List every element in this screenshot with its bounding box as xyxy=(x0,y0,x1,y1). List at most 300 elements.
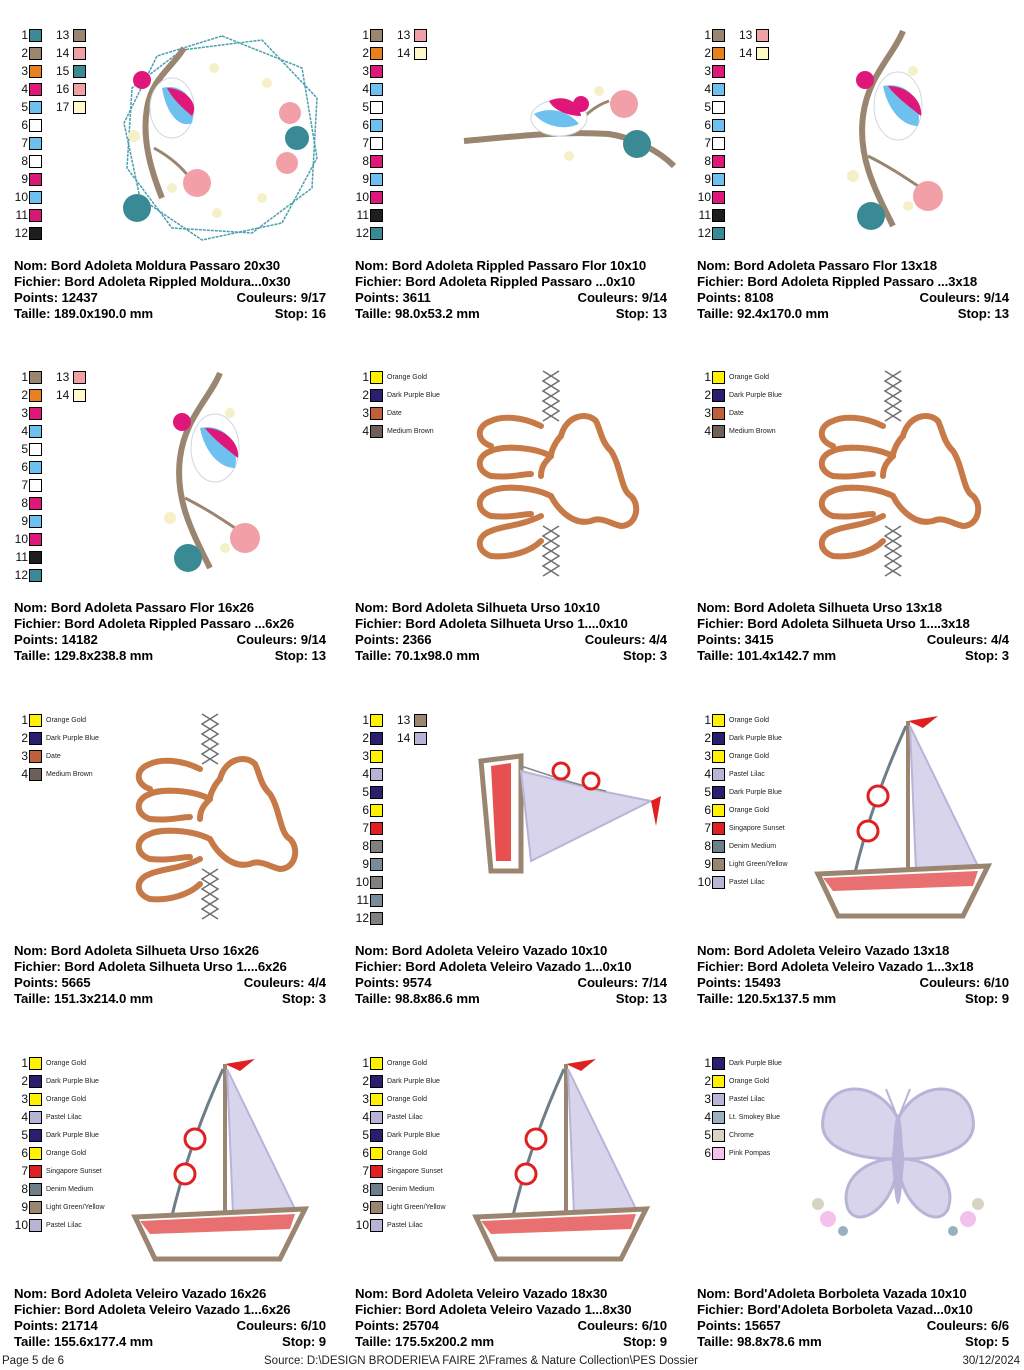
design-card xyxy=(0,342,342,684)
color-swatch xyxy=(370,47,383,60)
color-index: 13 xyxy=(397,28,411,42)
color-legend-item xyxy=(695,26,725,44)
color-swatch xyxy=(712,804,725,817)
color-index: 6 xyxy=(362,1146,369,1160)
design-info xyxy=(697,258,1009,322)
color-swatch xyxy=(414,714,427,727)
color-swatch xyxy=(29,569,42,582)
design-points: Points: 12437 xyxy=(14,290,98,305)
design-points: Points: 21714 xyxy=(14,1318,98,1333)
design-colors: Couleurs: 6/10 xyxy=(919,975,1009,990)
color-index: 5 xyxy=(704,785,711,799)
color-swatch xyxy=(712,407,725,420)
color-swatch xyxy=(370,876,383,889)
color-index: 2 xyxy=(21,46,28,60)
color-swatch xyxy=(370,1111,383,1124)
color-index: 2 xyxy=(21,388,28,402)
color-swatch xyxy=(29,65,42,78)
design-info xyxy=(355,1286,667,1350)
design-stops: Stop: 16 xyxy=(274,306,326,321)
color-legend-item xyxy=(353,62,383,80)
design-name: Nom: Bord Adoleta Veleiro Vazado 18x30 xyxy=(355,1286,608,1301)
color-index: 2 xyxy=(704,731,711,745)
color-legend-item xyxy=(12,1162,105,1180)
color-legend-item xyxy=(353,116,383,134)
design-card xyxy=(683,1028,1024,1370)
color-legend-item xyxy=(353,819,383,837)
color-index: 12 xyxy=(355,911,369,925)
design-info xyxy=(14,258,326,322)
design-size: Taille: 98.8x78.6 mm xyxy=(697,1334,822,1349)
design-file: Fichier: Bord'Adoleta Borboleta Vazad...0x10 xyxy=(697,1302,973,1317)
color-index: 12 xyxy=(14,226,28,240)
color-index: 2 xyxy=(362,388,369,402)
color-legend-item xyxy=(12,170,42,188)
color-legend-item xyxy=(695,44,725,62)
color-legend-column-2 xyxy=(56,368,86,404)
thread-name: Pastel Lilac xyxy=(46,1113,82,1121)
color-index: 6 xyxy=(21,118,28,132)
color-index: 4 xyxy=(362,767,369,781)
color-swatch xyxy=(712,768,725,781)
thread-name: Orange Gold xyxy=(729,373,770,381)
color-swatch xyxy=(73,389,86,402)
thread-name: Chrome xyxy=(729,1131,754,1139)
color-swatch xyxy=(712,1147,725,1160)
color-index: 10 xyxy=(697,190,711,204)
color-index: 1 xyxy=(704,713,711,727)
color-legend-column-2 xyxy=(397,711,427,747)
color-legend xyxy=(695,368,782,440)
color-legend-item xyxy=(12,1198,105,1216)
color-index: 16 xyxy=(56,82,70,96)
color-swatch xyxy=(29,425,42,438)
thread-name: Singapore Sunset xyxy=(729,824,785,832)
color-index: 11 xyxy=(356,208,369,222)
color-legend-item xyxy=(12,1126,105,1144)
color-legend xyxy=(12,1054,105,1234)
color-legend-item xyxy=(695,386,782,404)
color-index: 8 xyxy=(704,154,711,168)
color-swatch xyxy=(370,83,383,96)
color-legend-item xyxy=(695,224,725,242)
color-legend-item xyxy=(12,386,42,404)
design-file: Fichier: Bord Adoleta Veleiro Vazado 1...6x26 xyxy=(14,1302,291,1317)
design-size: Taille: 92.4x170.0 mm xyxy=(697,306,829,321)
color-legend-item xyxy=(12,134,42,152)
color-swatch xyxy=(712,155,725,168)
color-legend-item xyxy=(12,1180,105,1198)
color-legend-item xyxy=(695,1072,782,1090)
color-swatch xyxy=(370,173,383,186)
color-index: 9 xyxy=(362,1200,369,1214)
color-swatch xyxy=(29,119,42,132)
color-legend-item xyxy=(353,1180,446,1198)
color-index: 10 xyxy=(697,875,711,889)
thread-name: Dark Purple Blue xyxy=(729,391,782,399)
color-index: 3 xyxy=(21,1092,28,1106)
color-index: 4 xyxy=(21,424,28,438)
design-name: Nom: Bord Adoleta Silhueta Urso 16x26 xyxy=(14,943,259,958)
design-colors: Couleurs: 9/14 xyxy=(577,290,667,305)
color-swatch xyxy=(29,137,42,150)
color-index: 1 xyxy=(704,28,711,42)
color-legend-item xyxy=(353,1198,446,1216)
color-index: 2 xyxy=(704,388,711,402)
color-legend xyxy=(12,711,99,783)
color-legend-item xyxy=(695,80,725,98)
color-index: 14 xyxy=(397,46,411,60)
thread-name: Date xyxy=(729,409,744,417)
color-index: 10 xyxy=(14,532,28,546)
design-name: Nom: Bord Adoleta Passaro Flor 13x18 xyxy=(697,258,937,273)
thread-name: Dark Purple Blue xyxy=(729,788,782,796)
color-swatch xyxy=(29,389,42,402)
color-swatch xyxy=(712,732,725,745)
color-legend-item xyxy=(353,98,383,116)
color-swatch xyxy=(370,29,383,42)
color-swatch xyxy=(73,371,86,384)
color-legend-item xyxy=(353,1054,446,1072)
thread-name: Dark Purple Blue xyxy=(46,1077,99,1085)
thread-name: Orange Gold xyxy=(46,1059,87,1067)
design-stops: Stop: 3 xyxy=(623,648,667,663)
color-index: 8 xyxy=(21,154,28,168)
color-legend-item xyxy=(12,98,42,116)
color-legend xyxy=(695,711,788,891)
color-index: 3 xyxy=(362,406,369,420)
color-index: 5 xyxy=(21,442,28,456)
color-index: 9 xyxy=(362,857,369,871)
design-stops: Stop: 9 xyxy=(965,991,1009,1006)
color-legend-item xyxy=(353,26,383,44)
color-swatch xyxy=(29,47,42,60)
color-swatch xyxy=(29,407,42,420)
color-index: 1 xyxy=(362,1056,369,1070)
color-legend-item xyxy=(739,26,769,44)
color-index: 6 xyxy=(362,803,369,817)
color-index: 8 xyxy=(21,496,28,510)
color-index: 6 xyxy=(362,118,369,132)
bird-branch-vertical-embroidery-image xyxy=(833,26,963,251)
color-index: 7 xyxy=(21,136,28,150)
color-swatch xyxy=(370,191,383,204)
color-index: 3 xyxy=(704,64,711,78)
color-swatch xyxy=(370,1075,383,1088)
design-card xyxy=(341,685,683,1027)
design-points: Points: 3611 xyxy=(355,290,431,305)
color-index: 4 xyxy=(21,82,28,96)
color-index: 9 xyxy=(21,1200,28,1214)
thread-name: Orange Gold xyxy=(387,1059,428,1067)
color-swatch xyxy=(712,714,725,727)
color-legend-column-2 xyxy=(397,26,427,62)
color-swatch xyxy=(756,29,769,42)
color-swatch xyxy=(370,750,383,763)
color-swatch xyxy=(29,173,42,186)
thread-name: Pastel Lilac xyxy=(387,1221,423,1229)
color-swatch xyxy=(712,1093,725,1106)
design-card xyxy=(683,0,1024,342)
color-legend-item xyxy=(353,1162,446,1180)
design-file: Fichier: Bord Adoleta Silhueta Urso 1....6x26 xyxy=(14,959,287,974)
color-swatch xyxy=(712,119,725,132)
color-legend-item xyxy=(353,170,383,188)
thread-name: Date xyxy=(387,409,402,417)
color-index: 1 xyxy=(704,1056,711,1070)
thread-name: Dark Purple Blue xyxy=(387,1131,440,1139)
color-index: 12 xyxy=(697,226,711,240)
color-index: 11 xyxy=(698,208,711,222)
color-legend-item xyxy=(695,422,782,440)
design-stops: Stop: 13 xyxy=(615,991,667,1006)
color-legend-item xyxy=(353,224,383,242)
design-size: Taille: 155.6x177.4 mm xyxy=(14,1334,154,1349)
color-swatch xyxy=(73,47,86,60)
color-legend xyxy=(695,26,753,242)
design-stops: Stop: 5 xyxy=(965,1334,1009,1349)
color-index: 2 xyxy=(704,1074,711,1088)
color-swatch xyxy=(370,371,383,384)
design-colors: Couleurs: 6/6 xyxy=(926,1318,1009,1333)
color-index: 12 xyxy=(355,226,369,240)
design-card xyxy=(341,1028,683,1370)
color-swatch xyxy=(712,1057,725,1070)
color-legend-item xyxy=(353,368,440,386)
color-legend-item xyxy=(56,62,86,80)
color-swatch xyxy=(712,1111,725,1124)
color-index: 3 xyxy=(21,64,28,78)
color-swatch xyxy=(370,786,383,799)
bird-frame-embroidery-image xyxy=(112,28,332,253)
color-legend-column-2 xyxy=(56,26,86,116)
color-index: 10 xyxy=(14,190,28,204)
color-swatch xyxy=(712,83,725,96)
color-legend-item xyxy=(695,765,788,783)
color-legend-item xyxy=(353,765,383,783)
color-swatch xyxy=(29,209,42,222)
color-legend-item xyxy=(12,512,42,530)
design-file: Fichier: Bord Adoleta Rippled Passaro ...3x18 xyxy=(697,274,978,289)
bird-branch-horizontal-embroidery-image xyxy=(459,76,679,201)
color-swatch xyxy=(370,714,383,727)
color-index: 4 xyxy=(362,1110,369,1124)
color-legend-item xyxy=(695,152,725,170)
thread-name: Pastel Lilac xyxy=(387,1113,423,1121)
color-swatch xyxy=(29,1057,42,1070)
design-info xyxy=(355,600,667,664)
color-legend-item xyxy=(56,26,86,44)
color-swatch xyxy=(73,101,86,114)
design-info xyxy=(355,943,667,1007)
design-points: Points: 3415 xyxy=(697,632,774,647)
color-swatch xyxy=(712,29,725,42)
thread-name: Denim Medium xyxy=(387,1185,435,1193)
color-swatch xyxy=(29,29,42,42)
color-index: 1 xyxy=(21,1056,28,1070)
design-size: Taille: 101.4x142.7 mm xyxy=(697,648,837,663)
color-index: 14 xyxy=(739,46,753,60)
color-legend-item xyxy=(695,801,788,819)
bear-embroidery-image xyxy=(803,366,983,591)
design-stops: Stop: 13 xyxy=(274,648,326,663)
butterfly-embroidery-image xyxy=(798,1059,998,1264)
color-swatch xyxy=(370,137,383,150)
color-index: 3 xyxy=(362,64,369,78)
thread-name: Medium Brown xyxy=(46,770,93,778)
thread-name: Dark Purple Blue xyxy=(46,1131,99,1139)
color-legend-item xyxy=(12,1108,105,1126)
color-swatch xyxy=(29,732,42,745)
design-info xyxy=(697,600,1009,664)
design-file: Fichier: Bord Adoleta Veleiro Vazado 1...8x30 xyxy=(355,1302,632,1317)
thread-name: Denim Medium xyxy=(729,842,777,850)
color-legend-item xyxy=(353,1072,446,1090)
color-swatch xyxy=(29,1219,42,1232)
color-swatch xyxy=(370,768,383,781)
thread-name: Orange Gold xyxy=(729,752,770,760)
color-legend-item xyxy=(12,548,42,566)
color-legend-item xyxy=(12,1072,105,1090)
color-legend-item xyxy=(695,1126,782,1144)
color-swatch xyxy=(29,371,42,384)
color-legend-item xyxy=(695,404,782,422)
color-legend-item xyxy=(12,206,42,224)
color-index: 4 xyxy=(362,82,369,96)
color-legend-item xyxy=(695,1090,782,1108)
design-size: Taille: 129.8x238.8 mm xyxy=(14,648,154,663)
color-index: 2 xyxy=(362,46,369,60)
design-stops: Stop: 9 xyxy=(282,1334,326,1349)
color-swatch xyxy=(370,227,383,240)
color-index: 7 xyxy=(362,1164,369,1178)
color-swatch xyxy=(29,191,42,204)
color-legend-item xyxy=(695,855,788,873)
color-legend-item xyxy=(739,44,769,62)
design-stops: Stop: 13 xyxy=(615,306,667,321)
color-swatch xyxy=(370,732,383,745)
color-swatch xyxy=(712,47,725,60)
color-legend-item xyxy=(12,765,99,783)
design-info xyxy=(14,943,326,1007)
color-index: 3 xyxy=(21,749,28,763)
thread-name: Denim Medium xyxy=(46,1185,94,1193)
color-index: 6 xyxy=(21,460,28,474)
design-info xyxy=(697,1286,1009,1350)
color-swatch xyxy=(414,29,427,42)
thread-name: Orange Gold xyxy=(729,1077,770,1085)
design-name: Nom: Bord Adoleta Silhueta Urso 13x18 xyxy=(697,600,942,615)
color-swatch xyxy=(712,822,725,835)
color-legend-item xyxy=(695,819,788,837)
color-legend-item xyxy=(695,711,788,729)
color-index: 6 xyxy=(21,1146,28,1160)
color-legend-item xyxy=(353,44,383,62)
design-size: Taille: 120.5x137.5 mm xyxy=(697,991,837,1006)
color-legend-item xyxy=(12,422,42,440)
color-legend-item xyxy=(695,837,788,855)
color-legend-item xyxy=(397,729,427,747)
color-swatch xyxy=(29,497,42,510)
color-index: 4 xyxy=(21,767,28,781)
thread-name: Orange Gold xyxy=(387,373,428,381)
color-index: 8 xyxy=(362,839,369,853)
thread-name: Orange Gold xyxy=(387,1095,428,1103)
color-legend-item xyxy=(12,1054,105,1072)
color-swatch xyxy=(29,1147,42,1160)
color-index: 5 xyxy=(362,785,369,799)
design-file: Fichier: Bord Adoleta Silhueta Urso 1....3x18 xyxy=(697,616,970,631)
design-colors: Couleurs: 4/4 xyxy=(926,632,1009,647)
color-swatch xyxy=(712,876,725,889)
design-name: Nom: Bord Adoleta Moldura Passaro 20x30 xyxy=(14,258,281,273)
color-legend-item xyxy=(12,80,42,98)
design-card xyxy=(0,0,342,342)
color-legend-item xyxy=(695,1108,782,1126)
color-legend xyxy=(353,1054,446,1234)
color-legend-item xyxy=(56,386,86,404)
color-index: 4 xyxy=(704,1110,711,1124)
color-index: 2 xyxy=(704,46,711,60)
color-index: 5 xyxy=(21,100,28,114)
color-index: 9 xyxy=(704,857,711,871)
color-index: 8 xyxy=(704,839,711,853)
color-swatch xyxy=(29,1111,42,1124)
color-index: 7 xyxy=(21,478,28,492)
design-colors: Couleurs: 4/4 xyxy=(243,975,326,990)
color-legend-item xyxy=(12,440,42,458)
design-card xyxy=(0,685,342,1027)
design-name: Nom: Bord'Adoleta Borboleta Vazada 10x10 xyxy=(697,1286,967,1301)
design-size: Taille: 189.0x190.0 mm xyxy=(14,306,154,321)
color-index: 7 xyxy=(704,821,711,835)
color-index: 13 xyxy=(56,370,70,384)
color-index: 1 xyxy=(362,713,369,727)
color-legend xyxy=(353,26,411,242)
color-index: 13 xyxy=(56,28,70,42)
color-swatch xyxy=(29,101,42,114)
color-legend-item xyxy=(353,404,440,422)
color-legend-item xyxy=(353,873,383,891)
color-index: 3 xyxy=(704,1092,711,1106)
color-legend-item xyxy=(12,530,42,548)
color-legend-item xyxy=(12,476,42,494)
color-swatch xyxy=(73,83,86,96)
design-file: Fichier: Bord Adoleta Rippled Moldura...0x30 xyxy=(14,274,291,289)
color-swatch xyxy=(29,479,42,492)
color-swatch xyxy=(712,227,725,240)
color-index: 4 xyxy=(704,767,711,781)
color-swatch xyxy=(29,750,42,763)
design-size: Taille: 98.0x53.2 mm xyxy=(355,306,480,321)
design-stops: Stop: 9 xyxy=(623,1334,667,1349)
color-index: 6 xyxy=(704,1146,711,1160)
thread-name: Lt. Smokey Blue xyxy=(729,1113,780,1121)
design-colors: Couleurs: 9/14 xyxy=(236,632,326,647)
color-legend-item xyxy=(12,152,42,170)
color-swatch xyxy=(712,389,725,402)
color-index: 1 xyxy=(21,28,28,42)
color-swatch xyxy=(29,443,42,456)
color-index: 10 xyxy=(14,1218,28,1232)
design-info xyxy=(14,600,326,664)
design-name: Nom: Bord Adoleta Veleiro Vazado 10x10 xyxy=(355,943,608,958)
color-swatch xyxy=(370,1201,383,1214)
color-legend-item xyxy=(695,1144,782,1162)
design-name: Nom: Bord Adoleta Rippled Passaro Flor 10x10 xyxy=(355,258,647,273)
color-legend-item xyxy=(695,62,725,80)
design-file: Fichier: Bord Adoleta Silhueta Urso 1....0x10 xyxy=(355,616,628,631)
